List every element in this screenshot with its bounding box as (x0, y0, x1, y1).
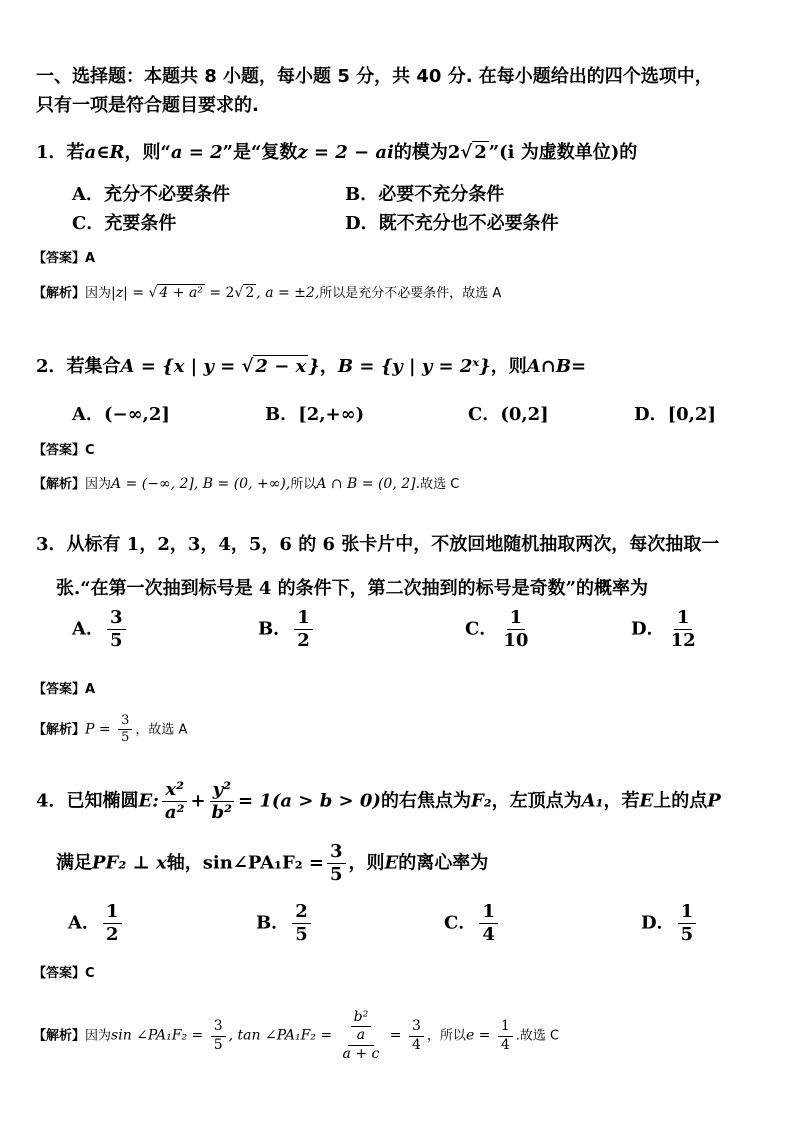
solution-label: 【解析】 (33, 1028, 86, 1044)
q4-sol-e-num: 1 (498, 1019, 513, 1036)
q4-option-den: 5 (680, 923, 694, 945)
q1-sol-eq: = (127, 285, 149, 301)
q4-sin-den: 5 (329, 863, 343, 885)
q1-solution: 【解析】因为|z| = √ 4 + a² = 2√ 2 , a = ±2,所以是充分不必要条件，故选 A (33, 285, 502, 301)
q4-sol-sin: sin ∠PA₁F₂ = (111, 1027, 208, 1044)
q1-mod-radicand: 2 (474, 142, 487, 163)
q1-sol-eq: = 2 (204, 285, 235, 301)
q4-option-den: 5 (295, 923, 308, 945)
section-heading-line-2: 只有一项是符合题目要求的. (36, 95, 259, 116)
q2-text: ， (319, 356, 338, 377)
q2-option-c: C．(0,2] (468, 404, 549, 425)
q1-sol-text: 所以是充分不必要条件，故选 A (319, 286, 502, 301)
q4-sol-a: a (356, 1027, 366, 1044)
q3-option-label: A． (72, 618, 104, 640)
q1-text: ”(i 为虚数单位)的 (488, 142, 638, 163)
q4-text: ，左顶点为 (491, 790, 582, 812)
q4-sin: sin∠PA₁F₂ = (202, 852, 324, 874)
q3-option-den: 10 (503, 629, 529, 651)
question-4-stem-line-1: 4．已知椭圆E: $\frac{\text{x²}}{\text{a²}}$ + $\frac{\text{y²}}{\text{b²}}$ = 1(a > b > 0)的右焦点为F₂，左顶点为A₁，若E上的点P (36, 779, 721, 823)
q4-sol-tan-num: 3 (409, 1019, 424, 1036)
q2-sol-math: A = (−∞, 2], B = (0, +∞), (111, 476, 291, 492)
q3-option-label: D． (631, 618, 665, 640)
q2-set-b: B = {y | y = 2ˣ} (337, 356, 491, 377)
section-heading-line-1: 一、选择题：本题共 8 小题，每小题 5 分，共 40 分. 在每小题给出的四个选项中， (36, 66, 713, 87)
q4-option-d (641, 902, 699, 945)
q1-option-c: C．充要条件 (72, 213, 177, 234)
q4-text: 上的点 (653, 790, 708, 812)
q1-sol-text: 因为 (85, 286, 112, 301)
q4-option-num: 1 (103, 902, 122, 924)
q1-sol-abs: |z| (111, 285, 128, 301)
q4-text: 满足 (56, 852, 92, 874)
q2-sol-text: 所以 (290, 477, 317, 492)
q4-sin-num: 3 (327, 842, 346, 864)
q4-b2: b² (211, 801, 233, 823)
q3-solution (33, 714, 187, 746)
q2-text: 若集合 (66, 356, 121, 377)
q1-mod-coef: 2 (447, 142, 461, 163)
q1-sol-radicand-2: 2 (245, 285, 255, 301)
q3-option-den: 12 (670, 629, 696, 651)
q2-intersection: A∩B= (526, 356, 587, 377)
solution-label: 【解析】 (33, 722, 86, 738)
q2-set-a-radicand: 2 − x (255, 356, 307, 377)
q4-perp: PF₂ ⊥ x (92, 852, 167, 874)
q4-option-den: 2 (105, 923, 119, 945)
q4-eq: = 1(a > b > 0) (238, 790, 381, 812)
q4-f2: F₂ (470, 790, 492, 812)
q4-answer-value: C (85, 966, 95, 981)
q4-option-num: 2 (292, 902, 311, 924)
q4-option-label: C． (444, 912, 477, 934)
q2-answer (33, 439, 95, 458)
q4-option-num: 1 (479, 902, 498, 924)
q3-option-d (631, 608, 702, 651)
q4-sol-eq: = (385, 1027, 406, 1044)
q1-option-a: A．充分不必要条件 (72, 184, 230, 205)
q4-e3: E (384, 852, 399, 874)
q4-text: ，则 (348, 852, 385, 874)
question-3-stem-line-1: 3．从标有 1，2，3，4，5，6 的 6 张卡片中，不放回地随机抽取两次，每次抽取一 (36, 534, 720, 555)
q4-a2: a² (164, 801, 185, 823)
q4-option-label: A． (68, 912, 100, 934)
q3-answer-value: A (85, 682, 96, 697)
q3-sol-num: 3 (118, 714, 132, 730)
q4-sol-sin-num: 3 (211, 1019, 226, 1036)
q3-option-num: 1 (507, 608, 526, 630)
q3-sol-p: P = (85, 721, 116, 738)
q4-text: 的右焦点为 (380, 790, 471, 812)
q4-sol-sin-den: 5 (213, 1036, 223, 1053)
q4-a1: A₁ (581, 790, 604, 812)
answer-label: 【答案】 (33, 682, 86, 697)
q4-text: 轴， (166, 852, 203, 874)
q4-option-c (444, 902, 501, 945)
q3-option-den: 2 (297, 629, 310, 651)
q4-sol-text: ，所以 (426, 1028, 466, 1044)
q3-sol-den: 5 (121, 730, 130, 746)
q1-answer (33, 247, 95, 266)
q4-option-den: 4 (482, 923, 495, 945)
q3-option-den: 5 (109, 629, 123, 651)
question-1-number: 1． (36, 142, 67, 163)
q3-option-b (258, 608, 316, 651)
q4-x2: x² (162, 780, 187, 802)
q4-option-b (256, 902, 314, 945)
q4-y2: y² (210, 780, 234, 802)
question-2-number: 2． (36, 356, 67, 377)
question-4-number: 4． (36, 790, 67, 812)
answer-label: 【答案】 (33, 251, 86, 266)
q1-text: ，则“ (124, 142, 171, 163)
q2-solution (33, 473, 459, 492)
q4-option-label: B． (256, 912, 290, 934)
question-2-stem: 2．若集合A = {x | y = √ 2 − x }，B = {y | y = 2ˣ}，则A∩B= (36, 356, 587, 377)
q4-sol-tan: , tan ∠PA₁F₂ = (228, 1027, 337, 1044)
q3-option-a (72, 608, 129, 651)
q2-sol-math-2: A ∩ B = (0, 2]. (316, 476, 421, 492)
solution-label: 【解析】 (33, 286, 86, 301)
q4-option-num: 1 (678, 902, 697, 924)
q1-option-b: B．必要不充分条件 (345, 184, 505, 205)
q2-sol-text: 因为 (85, 477, 112, 492)
q1-text: ”是“复数 (222, 142, 298, 163)
q3-sol-text: ，故选 A (135, 722, 188, 738)
answer-label: 【答案】 (33, 966, 86, 981)
q2-set-a-close: } (308, 356, 320, 377)
q3-answer (33, 678, 95, 697)
q3-option-label: B． (258, 618, 292, 640)
q2-answer-value: C (85, 443, 95, 458)
q1-text: 的模为 (393, 142, 448, 163)
answer-label: 【答案】 (33, 443, 86, 458)
q2-option-d: D．[0,2] (634, 404, 716, 425)
q4-e: E: (138, 790, 159, 812)
q4-sol-ac: a + c (342, 1045, 380, 1062)
q1-sol-radicand: 4 + a² (159, 285, 203, 301)
q4-option-a (68, 902, 125, 945)
q3-option-num: 1 (674, 608, 693, 630)
q1-sol-tail: , a = ±2, (256, 285, 320, 301)
q4-option-label: D． (641, 912, 675, 934)
q4-sol-e: e = (465, 1027, 495, 1044)
q2-option-a: A．(−∞,2] (72, 404, 170, 425)
q3-option-label: C． (465, 618, 498, 640)
q1-option-d: D．既不充分也不必要条件 (345, 213, 559, 234)
q2-text: ，则 (490, 356, 527, 377)
q4-sol-text: 因为 (85, 1028, 112, 1044)
solution-label: 【解析】 (33, 477, 86, 492)
q2-set-a: A = {x | y = (120, 356, 242, 377)
q4-answer (33, 962, 95, 981)
q2-option-b: B．[2,+∞) (265, 404, 365, 425)
q4-e2: E (639, 790, 654, 812)
question-1-stem: 1．若a∈R，则“a = 2”是“复数z = 2 − ai的模为2√ 2 ”(i 为虚数单位)的 (36, 142, 638, 163)
q1-text: 若 (66, 142, 85, 163)
q1-complex: z = 2 − ai (297, 142, 394, 163)
q4-sol-tan-den: 4 (412, 1036, 421, 1053)
q3-option-num: 1 (294, 608, 313, 630)
q2-sol-text: 故选 C (420, 477, 460, 492)
q1-answer-value: A (85, 251, 96, 266)
q4-sol-e-den: 4 (500, 1036, 510, 1053)
q4-text: 已知椭圆 (66, 790, 139, 812)
q3-option-num: 3 (107, 608, 126, 630)
q1-equation: a = 2 (170, 142, 223, 163)
q4-sol-text: .故选 C (515, 1028, 560, 1044)
q4-text: ，若 (603, 790, 640, 812)
q1-condition: a∈R (84, 142, 125, 163)
q3-option-c (465, 608, 534, 651)
question-4-stem-line-2 (56, 842, 488, 885)
q4-sol-b2: b² (351, 1010, 372, 1027)
question-3-stem-line-2: 张.“在第一次抽到标号是 4 的条件下，第二次抽到的标号是奇数”的概率为 (56, 578, 649, 599)
q4-p: P (707, 790, 721, 812)
q4-solution (33, 1010, 559, 1062)
q4-text: 的离心率为 (398, 852, 489, 874)
